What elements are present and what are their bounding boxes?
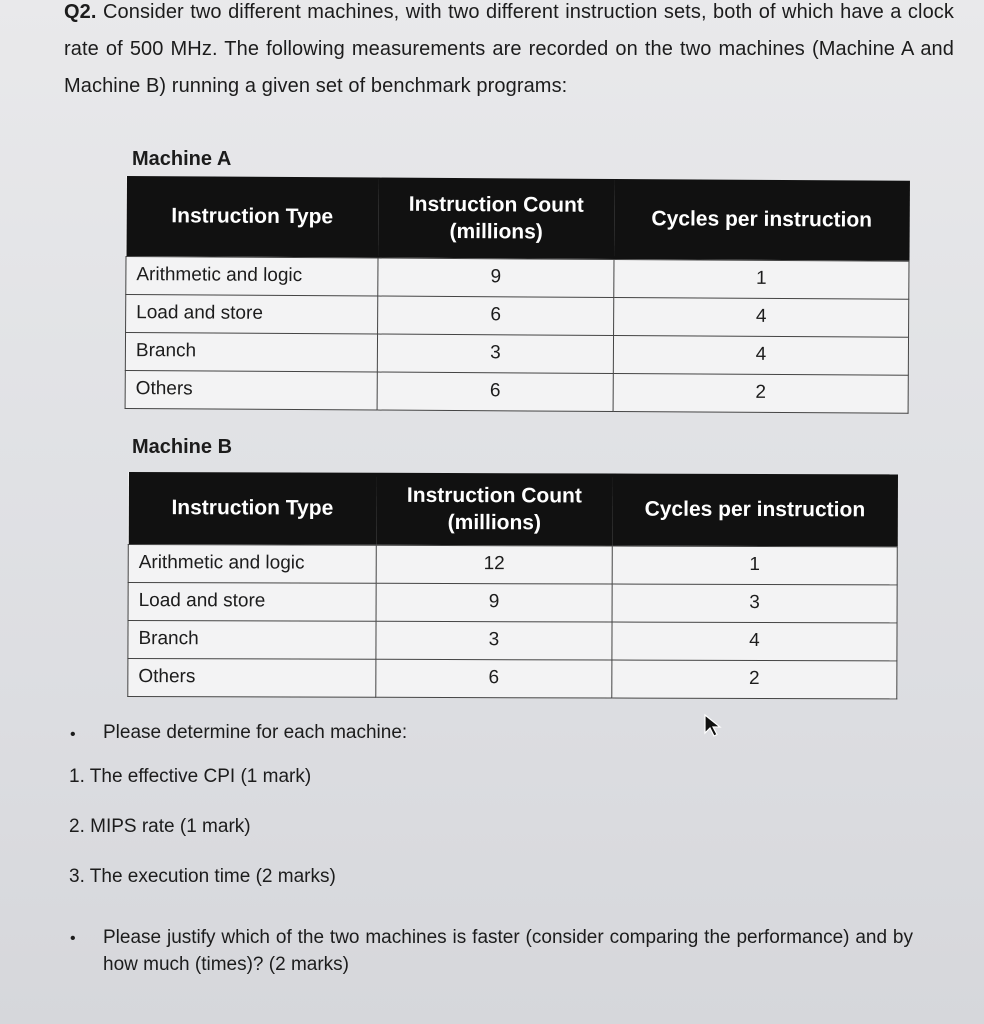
mouse-pointer-icon bbox=[703, 713, 723, 739]
instruction-type-cell: Load and store bbox=[126, 294, 378, 334]
cpi-cell: 1 bbox=[614, 259, 909, 299]
question-number: Q2. bbox=[64, 1, 97, 23]
table-row bbox=[128, 658, 897, 698]
table-row bbox=[128, 544, 897, 584]
instruction-count-cell: 6 bbox=[376, 659, 612, 698]
instruction-count-cell: 9 bbox=[376, 583, 612, 622]
bullet-1: • bbox=[70, 726, 76, 743]
instruction-type-cell: Branch bbox=[125, 332, 377, 372]
cpi-cell: 2 bbox=[613, 373, 908, 413]
table-header-row bbox=[126, 176, 909, 261]
header-count-line2: (millions) bbox=[449, 219, 543, 244]
header-instruction-type: Instruction Type bbox=[128, 472, 376, 545]
tasks-intro: Please determine for each machine: bbox=[103, 722, 408, 743]
cpi-cell: 2 bbox=[612, 660, 897, 699]
header-count-line1: Instruction Count bbox=[406, 483, 582, 508]
instruction-count-cell: 3 bbox=[377, 334, 613, 373]
table-row bbox=[126, 256, 909, 299]
question-body: Consider two different machines, with two different instruction sets, both of which have a clock rate of 500 MHz. The following measurements are recorded on the two machines (Machine A and Machine B) running a given set of benchmark programs: bbox=[64, 1, 954, 97]
task-effective-cpi: 1. The effective CPI (1 mark) bbox=[69, 766, 312, 787]
cpi-cell: 1 bbox=[612, 546, 897, 585]
question-text bbox=[64, 0, 954, 105]
header-count-line1: Instruction Count bbox=[408, 192, 584, 217]
header-count-line2: (millions) bbox=[447, 510, 542, 535]
instruction-count-cell: 9 bbox=[378, 258, 614, 297]
table-header-row bbox=[128, 472, 897, 546]
cpi-cell: 4 bbox=[613, 335, 908, 375]
machine-b-label: Machine B bbox=[132, 436, 233, 458]
machine-b-table bbox=[127, 472, 898, 699]
task-mips-rate: 2. MIPS rate (1 mark) bbox=[69, 816, 251, 837]
machine-a-rows bbox=[125, 256, 909, 413]
instruction-type-cell: Arithmetic and logic bbox=[126, 256, 378, 296]
instruction-type-cell: Others bbox=[128, 658, 376, 697]
machine-b-rows bbox=[128, 544, 897, 698]
instruction-count-cell: 6 bbox=[378, 296, 614, 335]
table-row bbox=[125, 332, 908, 375]
table-row bbox=[125, 370, 908, 413]
header-cpi: Cycles per instruction bbox=[612, 474, 897, 547]
cpi-cell: 3 bbox=[612, 584, 897, 623]
instruction-type-cell: Others bbox=[125, 370, 377, 410]
instruction-count-cell: 12 bbox=[376, 545, 612, 584]
table-row bbox=[128, 582, 897, 622]
cpi-cell: 4 bbox=[614, 297, 909, 337]
instruction-type-cell: Branch bbox=[128, 620, 376, 659]
table-row bbox=[128, 620, 897, 660]
task-execution-time: 3. The execution time (2 marks) bbox=[69, 866, 336, 887]
cpi-cell: 4 bbox=[612, 622, 897, 661]
machine-a-label: Machine A bbox=[132, 148, 232, 170]
header-instruction-count bbox=[378, 178, 614, 259]
header-instruction-type: Instruction Type bbox=[126, 176, 378, 258]
header-instruction-count bbox=[376, 473, 612, 546]
instruction-count-cell: 3 bbox=[376, 621, 612, 660]
bullet-2: • bbox=[70, 930, 76, 947]
instruction-type-cell: Load and store bbox=[128, 582, 376, 621]
instruction-count-cell: 6 bbox=[377, 372, 613, 411]
task-justify: Please justify which of the two machines is faster (consider comparing the performance) and by how much (times)? (2 marks) bbox=[103, 927, 913, 975]
table-row bbox=[126, 294, 909, 337]
header-cpi: Cycles per instruction bbox=[614, 179, 909, 261]
machine-a-table bbox=[125, 176, 910, 413]
instruction-type-cell: Arithmetic and logic bbox=[128, 544, 376, 583]
